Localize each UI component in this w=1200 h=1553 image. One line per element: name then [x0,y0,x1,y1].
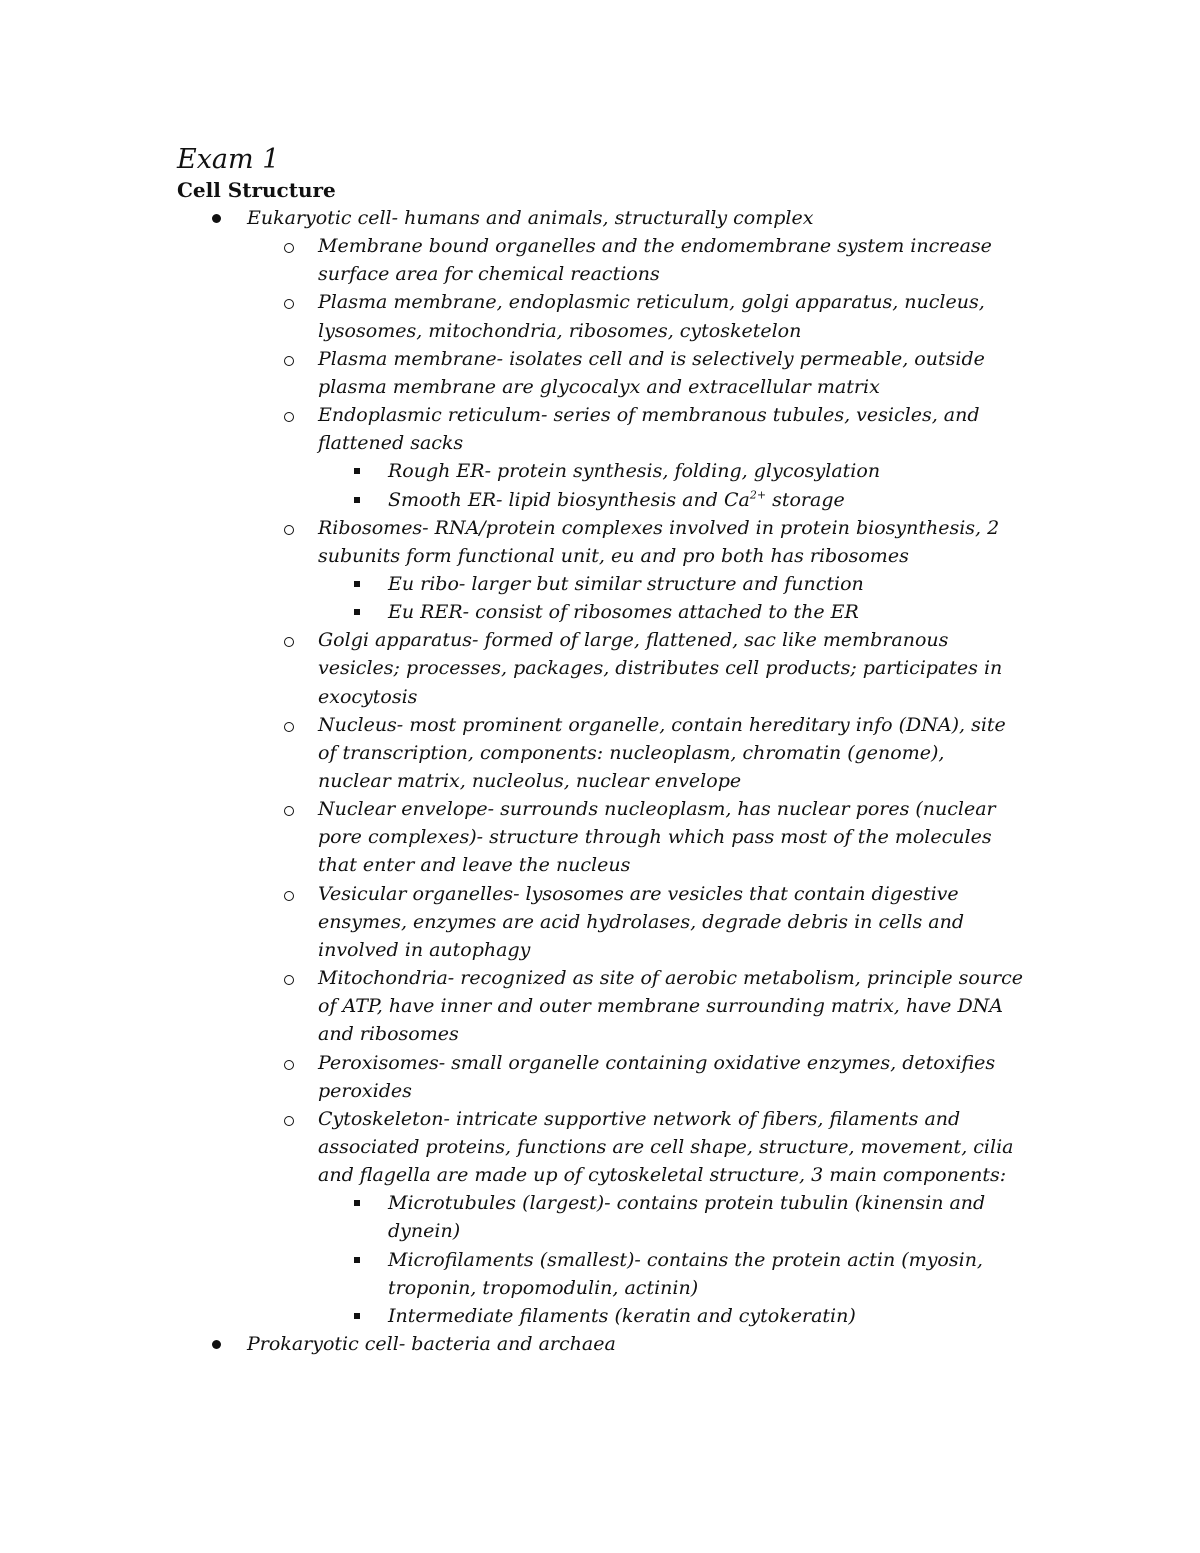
line-text: of ATP, have inner and outer membrane surrounding matrix, have DNA [318,995,1004,1017]
bullet-square-icon [354,1313,360,1319]
bullet-square-icon [354,609,360,615]
bullet-circle-icon [284,722,294,732]
bullet-dot-icon [212,1340,221,1349]
line-text: Rough ER- protein synthesis, folding, glycosylation [388,460,881,482]
line-text: Endoplasmic reticulum- series of membranous tubules, vesicles, and [318,404,980,426]
line-text: vesicles; processes, packages, distributes cell products; participates in [318,657,1003,679]
outline-line [318,401,980,429]
line-text: surface area for chemical reactions [318,263,660,285]
line-text: Mitochondria- recognized as site of aerobic metabolism, principle source [318,967,1024,989]
line-text: Microtubules (largest)- contains protein tubulin (kinensin and [388,1192,986,1214]
line-text: Plasma membrane, endoplasmic reticulum, golgi apparatus, nucleus, [318,291,985,313]
outline-line [388,1274,698,1302]
outline-line [318,260,660,288]
outline-line [247,1330,616,1358]
line-text: Peroxisomes- small organelle containing oxidative enzymes, detoxifies [318,1052,996,1074]
line-text: ensymes, enzymes are acid hydrolases, degrade debris in cells and [318,911,965,933]
line-text: pore complexes)- structure through which pass most of the molecules [318,826,992,848]
line-text: Golgi apparatus- formed of large, flattened, sac like membranous [318,629,949,651]
outline-line [318,373,880,401]
line-text: troponin, tropomodulin, actinin) [388,1277,699,1299]
line-text: Eu ribo- larger but similar structure and function [388,573,864,595]
outline-line [388,598,859,626]
line-text: peroxides [318,1080,412,1102]
outline-line [318,992,1003,1020]
line-text: Prokaryotic cell- bacteria and archaea [247,1333,616,1355]
outline-line [318,429,463,457]
line-text: dynein) [388,1220,461,1242]
bullet-circle-icon [284,1116,294,1126]
outline-line [318,626,948,654]
line-text: plasma membrane are glycocalyx and extracellular matrix [318,376,880,398]
bullet-circle-icon [284,525,294,535]
outline-line [318,317,801,345]
outline-line [318,936,530,964]
line-text: exocytosis [318,686,418,708]
outline-line [318,1077,412,1105]
bullet-square-icon [354,1200,360,1206]
outline-line [318,795,996,823]
line-text: Eu RER- consist of ribosomes attached to the ER [388,601,859,623]
outline-line [388,570,864,598]
outline-line [318,767,741,795]
outline-line [388,1246,983,1274]
line-text: Plasma membrane- isolates cell and is selectively permeable, outside [318,348,985,370]
bullet-circle-icon [284,637,294,647]
line-text: involved in autophagy [318,939,531,961]
line-text: Microfilaments (smallest)- contains the protein actin (myosin, [388,1249,983,1271]
line-text: Intermediate filaments (keratin and cytokeratin) [388,1305,856,1327]
line-text: Cytoskeleton- intricate supportive network of fibers, filaments and [318,1108,961,1130]
bullet-circle-icon [284,243,294,253]
outline-line [318,1105,960,1133]
bullet-circle-icon [284,412,294,422]
outline-line [388,457,880,485]
line-text: and flagella are made up of cytoskeletal structure, 3 main components: [318,1164,1007,1186]
line-text: Ribosomes- RNA/protein complexes involved in protein biosynthesis, 2 [318,517,1000,539]
line-text: subunits form functional unit, eu and pro both has ribosomes [318,545,909,567]
outline-line [318,908,964,936]
bullet-circle-icon [284,356,294,366]
line-text: associated proteins, functions are cell shape, structure, movement, cilia [318,1136,1014,1158]
bullet-circle-icon [284,975,294,985]
outline-line [318,964,1023,992]
outline-line [318,288,985,316]
outline-line [247,204,813,232]
outline-line [318,514,999,542]
line-text: Nucleus- most prominent organelle, contain hereditary info (DNA), site [318,714,1006,736]
outline-line [318,880,959,908]
line-text: Nuclear envelope- surrounds nucleoplasm, has nuclear pores (nuclear [318,798,996,820]
line-text-tail: storage [766,489,845,511]
outline-line [388,1217,460,1245]
line-text: Vesicular organelles- lysosomes are vesicles that contain digestive [318,883,959,905]
outline-line [318,345,985,373]
outline-line [388,486,845,514]
bullet-square-icon [354,497,360,503]
outline-line [318,654,1002,682]
line-text: of transcription, components: nucleoplasm, chromatin (genome), [318,742,945,764]
outline-line [318,232,992,260]
line-text: that enter and leave the nucleus [318,854,631,876]
bullet-circle-icon [284,891,294,901]
outline-line [318,1161,1006,1189]
outline-line [318,711,1006,739]
bullet-circle-icon [284,299,294,309]
outline-line [318,1020,459,1048]
superscript: 2+ [749,488,767,502]
bullet-circle-icon [284,1060,294,1070]
section-heading: Cell Structure [177,178,336,202]
line-text: lysosomes, mitochondria, ribosomes, cytosketelon [318,320,802,342]
line-text: flattened sacks [318,432,464,454]
outline-line [318,1133,1013,1161]
outline-line [388,1189,985,1217]
bullet-square-icon [354,468,360,474]
document-title: Exam 1 [177,144,280,175]
line-text: nuclear matrix, nucleolus, nuclear envelope [318,770,742,792]
line-text: and ribosomes [318,1023,459,1045]
outline-line [318,542,909,570]
outline-line [388,1302,856,1330]
bullet-dot-icon [212,214,221,223]
outline-line [318,683,417,711]
line-text: Eukaryotic cell- humans and animals, structurally complex [247,207,814,229]
outline-line [318,823,992,851]
outline-line [318,1049,995,1077]
bullet-square-icon [354,1257,360,1263]
bullet-circle-icon [284,806,294,816]
outline-line [318,851,630,879]
bullet-square-icon [354,581,360,587]
line-text: Membrane bound organelles and the endomembrane system increase [318,235,992,257]
line-text: Smooth ER- lipid biosynthesis and Ca [388,489,750,511]
outline-line [318,739,944,767]
